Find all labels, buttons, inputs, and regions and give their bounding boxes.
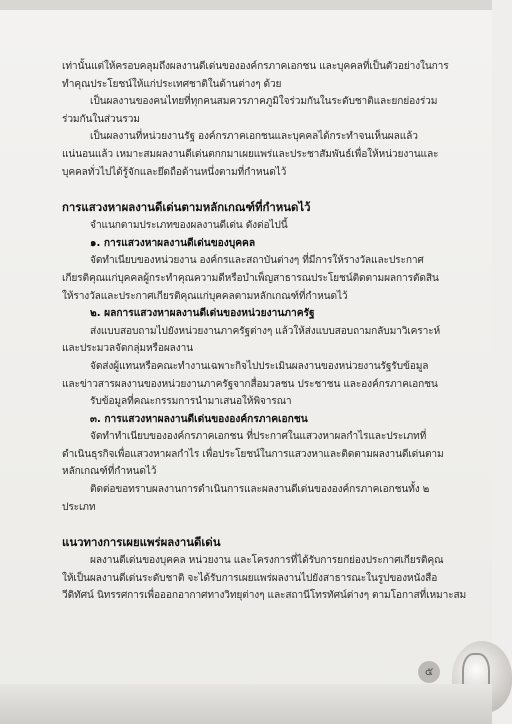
body-line: จัดทำเนียบของหน่วยงาน องค์กรและสถาบันต่างๆ ที่มีการให้รางวัลและประกาศ xyxy=(90,255,424,267)
page-top-edge xyxy=(0,0,492,10)
section-intro: จำแนกตามประเภทของผลงานดีเด่น ดังต่อไปนี้ xyxy=(90,220,288,232)
subsection-heading: ๑. การแสวงหาผลงานดีเด่นของบุคคล xyxy=(90,237,256,249)
section-heading: การแสวงหาผลงานดีเด่นตามหลักเกณฑ์ที่กำหนดไว้ xyxy=(62,200,311,215)
body-line: ส่งแบบสอบถามไปยังหน่วยงานภาครัฐต่างๆ แล้วให้ส่งแบบสอบถามกลับมาวิเคราะห์ xyxy=(90,325,441,337)
body-line: บุคคลทั่วไปได้รู้จักและยึดถือด้านหนึ่งตามที่กำหนดไว้ xyxy=(62,166,287,178)
body-line: ประเภท xyxy=(62,501,96,513)
body-line: ดำเนินธุรกิจเพื่อแสวงหาผลกำไร เพื่อประโยชน์ในการแสวงหาและติดตามผลงานดีเด่นตาม xyxy=(62,448,444,460)
body-line: เท่านั้นแต่ให้ครอบคลุมถึงผลงานดีเด่นขององค์กรภาคเอกชน และบุคคลที่เป็นตัวอย่างในการ xyxy=(62,61,449,72)
body-line: วีดิทัศน์ นิทรรศการเพื่อออกอากาศทางวิทยุต่างๆ และสถานีโทรทัศน์ต่างๆ ตามโอกาสที่เหมาะสม xyxy=(62,590,467,602)
body-line: เป็นผลงานของคนไทยที่ทุกคนสมควรภาคภูมิใจร่วมกันในระดับชาติและยกย่องร่วม xyxy=(90,96,438,108)
section-heading: แนวทางการเผยแพร่ผลงานดีเด่น xyxy=(62,535,221,550)
body-line: ให้เป็นผลงานดีเด่นระดับชาติ จะได้รับการเผยแพร่ผลงานไปยังสาธารณะในรูปของหนังสือ xyxy=(62,572,438,584)
body-line: เป็นผลงานที่หน่วยงานรัฐ องค์กรภาคเอกชนและบุคคลได้กระทำจนเห็นผลแล้ว xyxy=(90,131,418,143)
body-line: จัดทำทำเนียบขององค์กรภาคเอกชน ที่ประกาศในแสวงหาผลกำไรและประเภทที่ xyxy=(90,431,427,443)
body-line: ร่วมกันในส่วนรวม xyxy=(62,113,140,125)
body-line: เกียรติคุณแก่บุคคลผู้กระทำคุณความดีหรือบำเพ็ญสาธารณประโยชน์ติดตามผลการตัดสิน xyxy=(62,272,439,284)
body-line: แน่นอนแล้ว เหมาะสมผลงานดีเด่นตกกมาเผยแพร่และประชาสัมพันธ์เพื่อให้หน่วยงานและ xyxy=(62,148,439,160)
body-line: ให้รางวัลและประกาศเกียรติคุณแก่บุคคลตามหลักเกณฑ์ที่กำหนดไว้ xyxy=(62,290,348,302)
body-line: และประมวลจัดกลุ่มหรือผลงาน xyxy=(62,343,193,355)
body-line: จัดส่งผู้แทนหรือคณะทำงานเฉพาะกิจไปประเมินผลงานของหน่วยงานรัฐรับข้อมูล xyxy=(90,360,429,372)
body-line: ติดต่อขอทราบผลงานการดำเนินการและผลงานดีเด่นขององค์กรภาคเอกชนทั้ง ๒ xyxy=(90,484,430,496)
subsection-heading: ๒. ผลการแสวงหาผลงานดีเด่นของหน่วยงานภาครัฐ xyxy=(90,308,315,320)
page-body xyxy=(62,58,467,605)
body-line: ผลงานดีเด่นของบุคคล หน่วยงาน และโครงการที่ได้รับการยกย่องประกาศเกียรติคุณ xyxy=(90,555,444,567)
body-line: ทำคุณประโยชน์ให้แก่ประเทศชาติในด้านต่างๆ ด้วย xyxy=(62,78,282,90)
page-number: ๕ xyxy=(418,661,440,683)
body-line: หลักเกณฑ์ที่กำหนดไว้ xyxy=(62,466,157,478)
subsection-heading: ๓. การแสวงหาผลงานดีเด่นขององค์กรภาคเอกชน xyxy=(90,413,308,425)
page-bottom-edge xyxy=(0,684,492,724)
body-line: รับข้อมูลที่คณะกรรมการนำมาเสนอให้พิจารณา xyxy=(90,396,292,408)
body-line: และข่าวสารผลงานของหน่วยงานภาครัฐจากสื่อมวลชน ประชาชน และองค์กรภาคเอกชน xyxy=(62,378,438,390)
